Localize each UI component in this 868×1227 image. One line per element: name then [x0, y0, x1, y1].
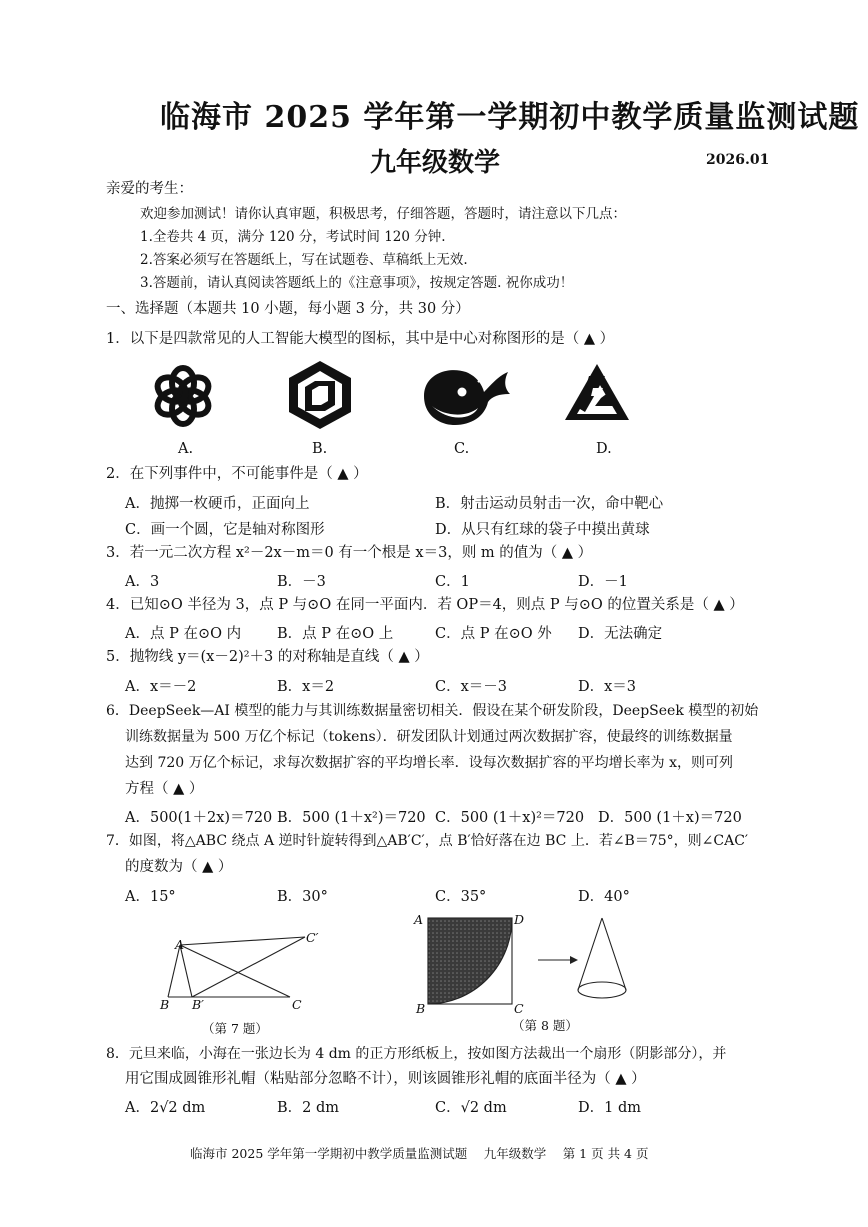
- qwen-logo-icon: [563, 362, 631, 428]
- option-label-a: A.: [178, 441, 194, 457]
- note-2: 2.答案必须写在答题纸上，写在试题卷、草稿纸上无效.: [140, 252, 468, 268]
- question-4: 4．已知⊙O 半径为 3，点 P 与⊙O 在同一平面内．若 OP＝4，则点 P 与⊙O 的位置关系是（ ▲ ）: [106, 597, 744, 613]
- hexagon-logo-icon: [285, 359, 355, 431]
- fig7-point-b: B: [160, 997, 170, 1012]
- q6-option-c: C．500 (1＋x)²＝720: [435, 810, 585, 826]
- fig8-point-d: D: [514, 912, 525, 927]
- question-8-line-1: 8．元旦来临，小海在一张边长为 4 dm 的正方形纸板上，按如图方法裁出一个扇形（阴影部分），并: [106, 1046, 727, 1062]
- q5-option-d: D．x＝3: [578, 679, 637, 695]
- exam-date: 2026.01: [706, 152, 770, 168]
- welcome-text: 欢迎参加测试！请你认真审题，积极思考，仔细答题，答题时，请注意以下几点：: [140, 206, 626, 222]
- q8-option-a: A．2√2 dm: [125, 1100, 206, 1116]
- fig7-point-c: C: [292, 997, 302, 1012]
- openai-logo-icon: [150, 363, 216, 429]
- greeting: 亲爱的考生：: [106, 181, 193, 197]
- figure-8-sector-cone: [420, 912, 640, 1012]
- q2-option-d: D．从只有红球的袋子中摸出黄球: [435, 522, 650, 538]
- question-3: 3．若一元二次方程 x²－2x－m＝0 有一个根是 x＝3，则 m 的值为（ ▲ ）: [106, 545, 593, 561]
- fig7-point-c-prime: C′: [306, 930, 319, 945]
- q5-option-a: A．x＝－2: [125, 679, 197, 695]
- q2-option-a: A．抛掷一枚硬币，正面向上: [125, 496, 310, 512]
- q4-option-d: D．无法确定: [578, 626, 663, 642]
- question-7-line-1: 7．如图，将△ABC 绕点 A 逆时针旋转得到△AB′C′，点 B′恰好落在边 BC 上．若∠B＝75°，则∠CAC′: [106, 833, 749, 849]
- question-7-line-2: 的度数为（ ▲ ）: [125, 859, 233, 875]
- q7-option-d: D．40°: [578, 889, 630, 905]
- exam-subtitle: 九年级数学: [370, 148, 501, 178]
- q4-option-a: A．点 P 在⊙O 内: [125, 626, 242, 642]
- q8-option-c: C．√2 dm: [435, 1100, 507, 1116]
- q5-option-b: B．x＝2: [277, 679, 335, 695]
- question-8-line-2: 用它围成圆锥形礼帽（粘贴部分忽略不计），则该圆锥形礼帽的底面半径为（ ▲ ）: [125, 1071, 646, 1087]
- q6-option-d: D．500 (1＋x)＝720: [598, 810, 742, 826]
- fig8-point-a: A: [414, 912, 424, 927]
- q2-option-b: B．射击运动员射击一次，命中靶心: [435, 496, 664, 512]
- question-6-line-3: 达到 720 万亿个标记，求每次数据扩容的平均增长率．设每次数据扩容的平均增长率为 x，则可列: [125, 755, 733, 771]
- q6-option-b: B．500 (1＋x²)＝720: [277, 810, 426, 826]
- q7-option-b: B．30°: [277, 889, 328, 905]
- option-label-d: D.: [596, 441, 612, 457]
- q4-option-c: C．点 P 在⊙O 外: [435, 626, 552, 642]
- q7-option-c: C．35°: [435, 889, 487, 905]
- note-1: 1.全卷共 4 页，满分 120 分，考试时间 120 分钟.: [140, 229, 446, 245]
- q3-option-d: D．－1: [578, 574, 628, 590]
- q8-option-d: D．1 dm: [578, 1100, 641, 1116]
- note-3: 3.答题前，请认真阅读答题纸上的《注意事项》，按规定答题. 祝你成功！: [140, 275, 574, 291]
- question-6-line-2: 训练数据量为 500 万亿个标记（tokens）．研发团队计划通过两次数据扩容，使最终的训练数据量: [125, 729, 733, 745]
- fig8-point-c: C: [514, 1001, 524, 1016]
- fig7-caption: （第 7 题）: [202, 1021, 268, 1036]
- q6-option-a: A．500(1＋2x)＝720: [125, 810, 273, 826]
- section-heading: 一、选择题（本题共 10 小题，每小题 3 分，共 30 分）: [106, 301, 470, 317]
- page-footer: 临海市 2025 学年第一学期初中教学质量监测试题 九年级数学 第 1 页 共 4 页: [190, 1146, 649, 1161]
- q8-option-b: B．2 dm: [277, 1100, 340, 1116]
- question-5: 5．抛物线 y＝(x－2)²＋3 的对称轴是直线（ ▲ ）: [106, 649, 429, 665]
- q3-option-a: A．3: [125, 574, 160, 590]
- q3-option-c: C．1: [435, 574, 470, 590]
- exam-title: 临海市 2025 学年第一学期初中教学质量监测试题: [160, 100, 860, 135]
- fig7-point-b-prime: B′: [192, 997, 205, 1012]
- fig8-point-b: B: [416, 1001, 426, 1016]
- fig7-point-a: A: [175, 937, 185, 952]
- question-2: 2．在下列事件中，不可能事件是（ ▲ ）: [106, 466, 368, 482]
- question-6-line-1: 6．DeepSeek—AI 模型的能力与其训练数据量密切相关．假设在某个研发阶段，DeepSeek 模型的初始: [106, 703, 759, 719]
- question-6-line-4: 方程（ ▲ ）: [125, 781, 204, 797]
- q3-option-b: B．－3: [277, 574, 326, 590]
- whale-logo-icon: [418, 362, 514, 430]
- q5-option-c: C．x＝－3: [435, 679, 507, 695]
- q2-option-c: C．画一个圆，它是轴对称图形: [125, 522, 325, 538]
- q7-option-a: A．15°: [125, 889, 176, 905]
- fig8-caption: （第 8 题）: [512, 1018, 578, 1033]
- q4-option-b: B．点 P 在⊙O 上: [277, 626, 394, 642]
- option-label-b: B.: [312, 441, 328, 457]
- question-1: 1．以下是四款常见的人工智能大模型的图标，其中是中心对称图形的是（ ▲ ）: [106, 331, 615, 347]
- option-label-c: C.: [454, 441, 470, 457]
